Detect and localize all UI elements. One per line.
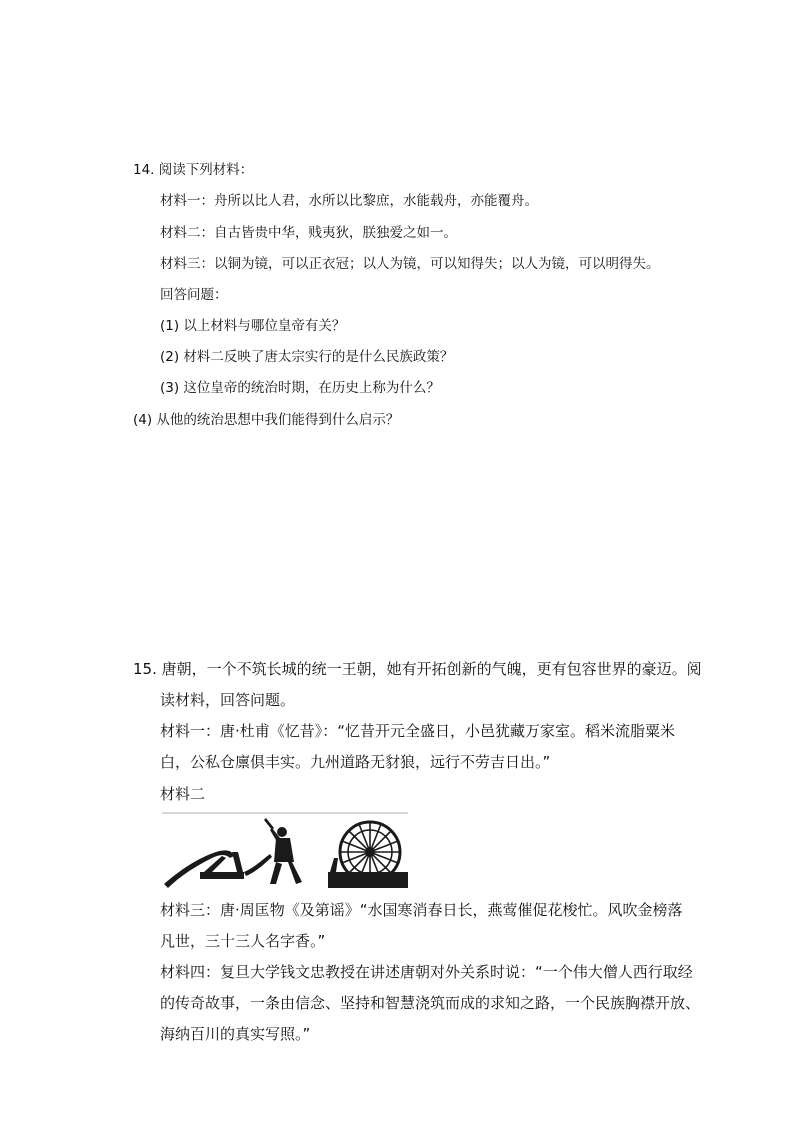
- question-number: 15.: [133, 660, 157, 678]
- sub-question-1: (1) 以上材料与哪位皇帝有关？: [160, 318, 346, 334]
- material-3-line-2: 凡世，三十三人名字香。”: [160, 932, 326, 950]
- material-1-line-2: 白，公私仓廪俱丰实。九州道路无豺狼，远行不劳吉日出。”: [160, 753, 551, 771]
- material-4-line-3: 海纳百川的真实写照。”: [160, 1025, 311, 1043]
- sub-question-4: (4) 从他的统治思想中我们能得到什么启示？: [133, 412, 400, 428]
- material-3-line-1: 材料三：唐·周匡物《及第谣》“水国寒消春日长，燕莺催促花梭忙。风吹金榜落: [160, 901, 683, 919]
- answer-prompt: 回答问题：: [160, 287, 228, 303]
- plough-icon: [164, 850, 272, 888]
- material-3: 材料三：以铜为镜，可以正衣冠；以人为镜，可以知得失；以人为镜，可以明得失。: [160, 256, 660, 272]
- question-14-intro: [133, 162, 253, 178]
- farmer-icon: [264, 818, 302, 884]
- material-1-line-1: 材料一：唐·杜甫《忆昔》：“忆昔开元全盛日，小邑犹藏万家室。稻米流脂粟米: [160, 722, 676, 740]
- water-wheel-icon: [328, 822, 408, 888]
- material-4-line-1: 材料四：复旦大学钱文忠教授在讲述唐朝对外关系时说：“一个伟大僧人西行取经: [160, 963, 693, 981]
- sub-question-3: (3) 这位皇帝的统治时期，在历史上称为什么？: [160, 380, 440, 396]
- intro-text: 阅读下列材料：: [158, 162, 254, 178]
- question-15-intro-line-1: [133, 660, 702, 678]
- question-number: 14.: [133, 162, 155, 178]
- material-1: 材料一：舟所以比人君，水所以比黎庶，水能载舟，亦能覆舟。: [160, 193, 538, 209]
- material-2-illustration: [160, 812, 410, 888]
- question-15-intro-line-2: 读材料，回答问题。: [160, 691, 296, 709]
- material-2-label: 材料二: [160, 785, 206, 803]
- intro-text: 唐朝，一个不筑长城的统一王朝，她有开拓创新的气魄，更有包容世界的豪迈。阅: [161, 660, 702, 678]
- material-2: 材料二：自古皆贵中华，贱夷狄，朕独爱之如一。: [160, 225, 457, 241]
- material-4-line-2: 的传奇故事，一条由信念、坚持和智慧浇筑而成的求知之路，一个民族胸襟开放、: [160, 994, 701, 1012]
- sub-question-2: (2) 材料二反映了唐太宗实行的是什么民族政策？: [160, 349, 454, 365]
